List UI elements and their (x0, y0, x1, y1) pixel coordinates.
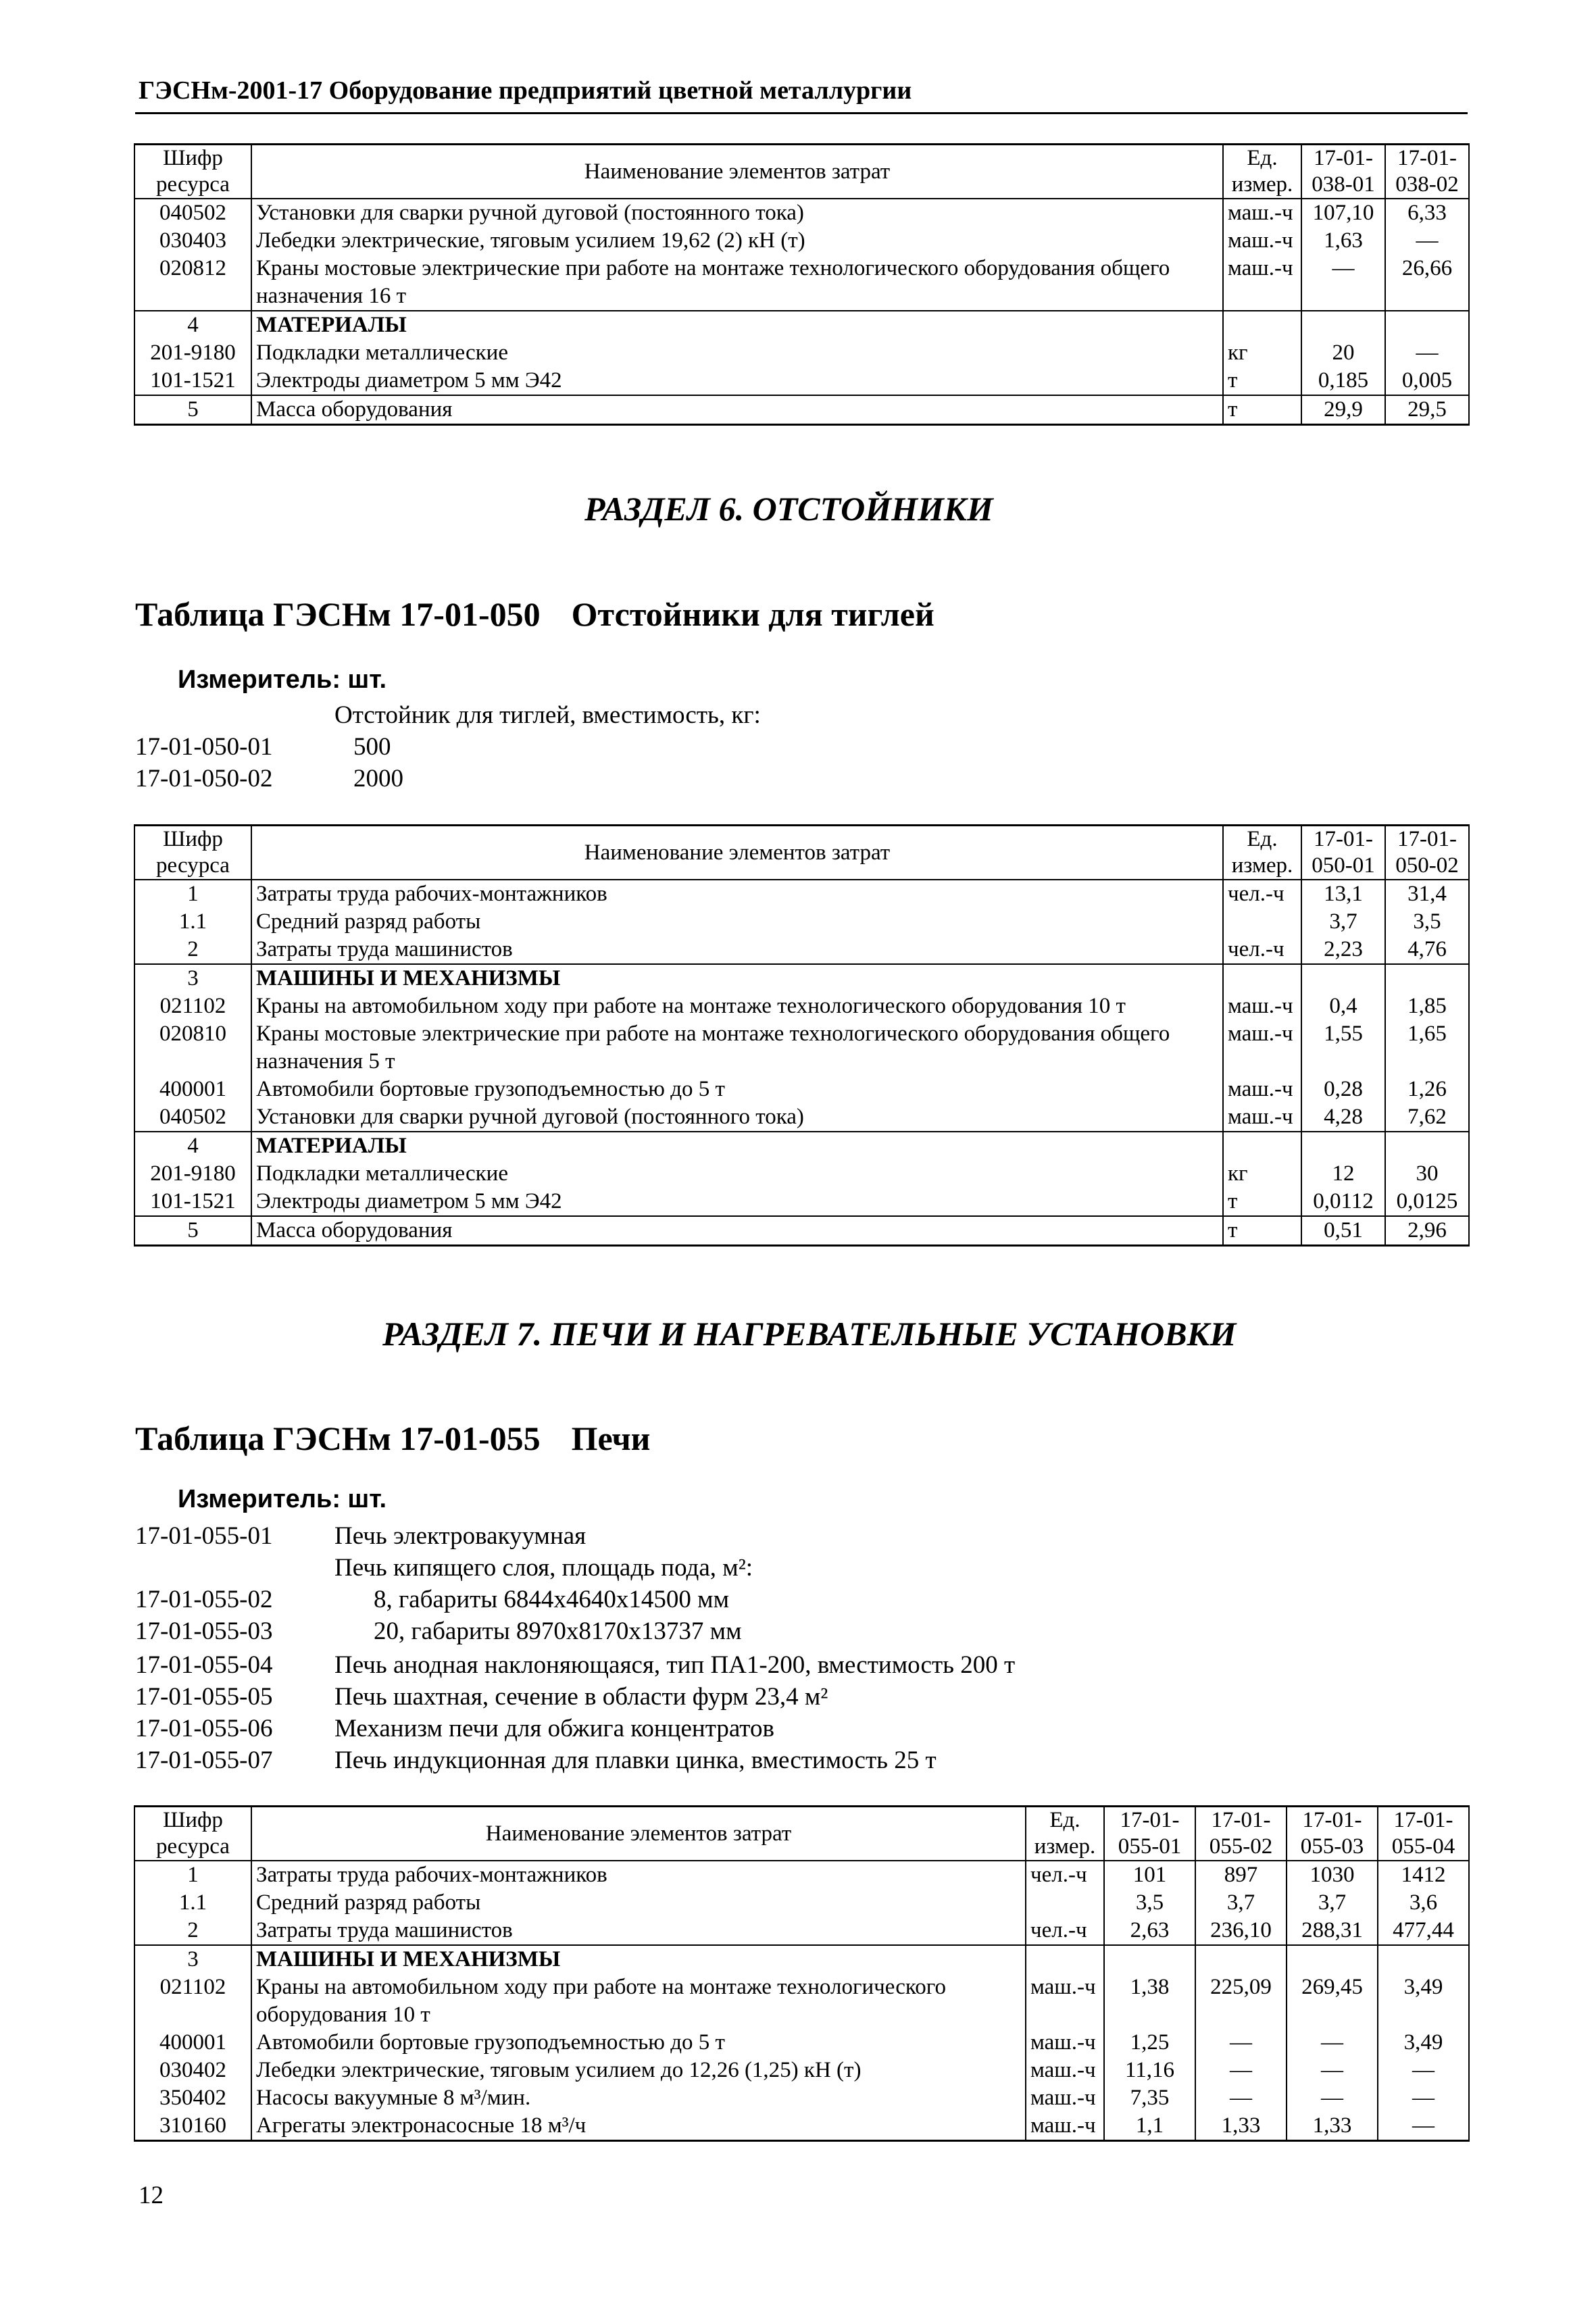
cost-element-name: МАШИНЫ И МЕХАНИЗМЫ (251, 964, 1223, 992)
cost-element-name: Краны на автомобильном ходу при работе на монтаже технологического оборудования 10 т (251, 992, 1223, 1020)
header-norm-code-line1: 17-01- (1211, 1808, 1271, 1832)
cost-table-055 (134, 1805, 1470, 2142)
norm-value: 0,4 (1301, 992, 1385, 1020)
norm-value: 3,7 (1301, 908, 1385, 936)
resource-code: 310160 (134, 2112, 251, 2141)
header-name: Наименование элементов затрат (251, 1807, 1026, 1861)
table-row (134, 2029, 1469, 2057)
norm-value: 30 (1385, 1160, 1469, 1188)
norm-value: — (1287, 2084, 1378, 2112)
cost-element-name: Средний разряд работы (251, 1889, 1026, 1917)
resource-code: 1 (134, 1861, 251, 1889)
measure-unit: Измеритель: шт. (178, 1485, 387, 1513)
norm-value: 0,005 (1385, 367, 1469, 395)
norm-value: 4,76 (1385, 936, 1469, 964)
table-header-row (134, 826, 1469, 880)
header-norm-code-line2: 038-02 (1395, 172, 1459, 197)
table-row (134, 936, 1469, 964)
header-unit-line2: измер. (1231, 172, 1293, 197)
norm-value: 3,7 (1287, 1889, 1378, 1917)
header-name: Наименование элементов затрат (251, 826, 1223, 880)
cost-element-name: Затраты труда рабочих-монтажников (251, 1861, 1026, 1889)
table-row (134, 1889, 1469, 1917)
item-text: 500 (353, 733, 391, 761)
resource-code: 3 (134, 964, 251, 992)
cost-element-name: МАТЕРИАЛЫ (251, 311, 1223, 339)
norm-value: 2,23 (1301, 936, 1385, 964)
item-text: 8, габариты 6844x4640x14500 мм (374, 1586, 730, 1613)
norm-value: 1,55 (1301, 1020, 1385, 1076)
norm-value: 11,16 (1104, 2057, 1195, 2084)
header-code-line1: Шифр (163, 1808, 223, 1832)
unit (1026, 1889, 1104, 1917)
unit: маш.-ч (1223, 1020, 1301, 1076)
header-unit-line1: Ед. (1049, 1808, 1080, 1832)
cost-element-name: Установки для сварки ручной дуговой (постоянного тока) (251, 1103, 1223, 1132)
header-norm-code-line2: 055-04 (1391, 1834, 1455, 1859)
item-text: Печь электровакуумная (334, 1522, 587, 1550)
table-title-050 (135, 595, 934, 634)
cost-element-name: Лебедки электрические, тяговым усилием до 12,26 (1,25) кН (т) (251, 2057, 1026, 2084)
item-code: 17-01-055-04 (135, 1651, 273, 1679)
norm-value: 1,26 (1385, 1076, 1469, 1103)
item-code: 17-01-050-01 (135, 733, 273, 761)
header-code-line2: ресурса (156, 1834, 230, 1859)
norm-value: 3,5 (1104, 1889, 1195, 1917)
norm-value: 1,38 (1104, 1973, 1195, 2029)
resource-code: 020812 (134, 255, 251, 311)
resource-code: 400001 (134, 2029, 251, 2057)
item-text: Печь шахтная, сечение в области фурм 23,4 м² (334, 1683, 828, 1711)
norm-value: 4,28 (1301, 1103, 1385, 1132)
norm-value: 12 (1301, 1160, 1385, 1188)
header-norm-code-line2: 055-03 (1300, 1834, 1364, 1859)
norm-value: 107,10 (1301, 199, 1385, 227)
cost-table-038 (134, 143, 1470, 426)
header-norm-code-line1: 17-01- (1302, 1808, 1362, 1832)
norm-value (1301, 1132, 1385, 1160)
cost-table-050 (134, 824, 1470, 1247)
cost-element-name: Подкладки металлические (251, 339, 1223, 367)
items-intro: Отстойник для тиглей, вместимость, кг: (334, 701, 761, 729)
table-title-name: Печи (571, 1419, 651, 1457)
cost-element-name: Краны на автомобильном ходу при работе на монтаже технологического оборудования 10 т (251, 1973, 1026, 2029)
norm-value: 7,62 (1385, 1103, 1469, 1132)
norm-value: 29,5 (1385, 395, 1469, 425)
table-title-name: Отстойники для тиглей (571, 595, 934, 633)
unit (1223, 311, 1301, 339)
norm-value: — (1195, 2029, 1287, 2057)
table-row (134, 1188, 1469, 1216)
table-title-code: Таблица ГЭСНм 17-01-050 (135, 595, 541, 633)
table-row (134, 1917, 1469, 1945)
norm-value: 288,31 (1287, 1917, 1378, 1945)
norm-value: 3,49 (1378, 1973, 1469, 2029)
header-norm-code (1301, 826, 1385, 880)
norm-value: 13,1 (1301, 880, 1385, 908)
norm-value: 1,1 (1104, 2112, 1195, 2141)
table-row (134, 1945, 1469, 1973)
norm-value: 1,33 (1287, 2112, 1378, 2141)
norm-value: — (1385, 227, 1469, 255)
header-code-line2: ресурса (156, 853, 230, 878)
unit: чел.-ч (1026, 1861, 1104, 1889)
table-row (134, 1861, 1469, 1889)
norm-value: 225,09 (1195, 1973, 1287, 2029)
norm-value (1385, 964, 1469, 992)
section-7-heading: РАЗДЕЛ 7. ПЕЧИ И НАГРЕВАТЕЛЬНЫЕ УСТАНОВКИ (382, 1315, 1237, 1353)
unit (1026, 1945, 1104, 1973)
header-unit-line1: Ед. (1247, 146, 1278, 170)
table-row (134, 1020, 1469, 1076)
unit: маш.-ч (1026, 1973, 1104, 2029)
unit: маш.-ч (1223, 1076, 1301, 1103)
running-header: ГЭСНм-2001-17 Оборудование предприятий цветной металлургии (139, 76, 912, 105)
norm-value: 3,5 (1385, 908, 1469, 936)
header-norm-code-line2: 038-01 (1312, 172, 1375, 197)
norm-value: 1,33 (1195, 2112, 1287, 2141)
cost-element-name: Масса оборудования (251, 395, 1223, 425)
unit (1223, 1132, 1301, 1160)
cost-element-name: МАШИНЫ И МЕХАНИЗМЫ (251, 1945, 1026, 1973)
table-row (134, 2057, 1469, 2084)
table-row (134, 367, 1469, 395)
resource-code: 201-9180 (134, 1160, 251, 1188)
norm-value: 3,7 (1195, 1889, 1287, 1917)
resource-code: 1.1 (134, 1889, 251, 1917)
unit (1223, 908, 1301, 936)
norm-value: 101 (1104, 1861, 1195, 1889)
unit: маш.-ч (1026, 2029, 1104, 2057)
table-row (134, 2112, 1469, 2141)
norm-value: 1,25 (1104, 2029, 1195, 2057)
resource-code: 350402 (134, 2084, 251, 2112)
item-code: 17-01-055-06 (135, 1715, 273, 1742)
table-row (134, 1160, 1469, 1188)
cost-element-name: Агрегаты электронасосные 18 м³/ч (251, 2112, 1026, 2141)
resource-code: 5 (134, 395, 251, 425)
header-code (134, 826, 251, 880)
resource-code: 1.1 (134, 908, 251, 936)
item-text: Печь кипящего слоя, площадь пода, м²: (334, 1554, 753, 1582)
header-norm-code (1104, 1807, 1195, 1861)
resource-code: 021102 (134, 1973, 251, 2029)
cost-element-name: Масса оборудования (251, 1216, 1223, 1246)
norm-value: — (1378, 2084, 1469, 2112)
resource-code: 101-1521 (134, 1188, 251, 1216)
norm-value: 7,35 (1104, 2084, 1195, 2112)
unit: маш.-ч (1223, 255, 1301, 311)
unit: маш.-ч (1223, 1103, 1301, 1132)
item-code: 17-01-055-03 (135, 1617, 273, 1645)
header-unit (1223, 145, 1301, 199)
norm-value: — (1378, 2057, 1469, 2084)
norm-value: — (1287, 2057, 1378, 2084)
norm-value (1287, 1945, 1378, 1973)
unit: чел.-ч (1223, 936, 1301, 964)
norm-value: 477,44 (1378, 1917, 1469, 1945)
section-6-heading: РАЗДЕЛ 6. ОТСТОЙНИКИ (584, 490, 993, 528)
cost-element-name: Краны мостовые электрические при работе на монтаже технологического оборудования общего назначения 5 т (251, 1020, 1223, 1076)
norm-value: 0,51 (1301, 1216, 1385, 1246)
resource-code: 2 (134, 1917, 251, 1945)
norm-value: — (1195, 2084, 1287, 2112)
resource-code: 2 (134, 936, 251, 964)
unit: т (1223, 367, 1301, 395)
resource-code: 021102 (134, 992, 251, 1020)
table-row (134, 311, 1469, 339)
cost-element-name: Затраты труда рабочих-монтажников (251, 880, 1223, 908)
unit: маш.-ч (1026, 2057, 1104, 2084)
cost-element-name: Установки для сварки ручной дуговой (постоянного тока) (251, 199, 1223, 227)
table-row (134, 1132, 1469, 1160)
norm-value: 2,96 (1385, 1216, 1469, 1246)
item-text: Механизм печи для обжига концентратов (334, 1715, 774, 1742)
norm-value: 0,0112 (1301, 1188, 1385, 1216)
norm-value: 236,10 (1195, 1917, 1287, 1945)
norm-value (1195, 1945, 1287, 1973)
header-unit-line1: Ед. (1247, 827, 1278, 851)
cost-element-name: Насосы вакуумные 8 м³/мин. (251, 2084, 1026, 2112)
resource-code: 4 (134, 1132, 251, 1160)
table-row (134, 255, 1469, 311)
item-code: 17-01-050-02 (135, 765, 273, 793)
cost-element-name: Автомобили бортовые грузоподъемностью до 5 т (251, 2029, 1026, 2057)
header-norm-code-line1: 17-01- (1397, 146, 1457, 170)
header-code-line2: ресурса (156, 172, 230, 197)
norm-value: 20 (1301, 339, 1385, 367)
norm-value (1104, 1945, 1195, 1973)
norm-value: 0,0125 (1385, 1188, 1469, 1216)
resource-code: 040502 (134, 199, 251, 227)
norm-value: — (1287, 2029, 1378, 2057)
table-row (134, 227, 1469, 255)
unit (1223, 964, 1301, 992)
table-header-row (134, 145, 1469, 199)
header-norm-code-line1: 17-01- (1393, 1808, 1453, 1832)
cost-element-name: МАТЕРИАЛЫ (251, 1132, 1223, 1160)
header-code-line1: Шифр (163, 827, 223, 851)
item-text: 2000 (353, 765, 403, 793)
header-code (134, 145, 251, 199)
norm-value: — (1195, 2057, 1287, 2084)
header-norm-code (1385, 826, 1469, 880)
header-name: Наименование элементов затрат (251, 145, 1223, 199)
unit: т (1223, 1188, 1301, 1216)
resource-code: 040502 (134, 1103, 251, 1132)
item-code: 17-01-055-05 (135, 1683, 273, 1711)
norm-value (1385, 311, 1469, 339)
header-norm-code-line1: 17-01- (1397, 827, 1457, 851)
unit: маш.-ч (1223, 227, 1301, 255)
norm-value: 1030 (1287, 1861, 1378, 1889)
norm-value: 1412 (1378, 1861, 1469, 1889)
table-row (134, 1103, 1469, 1132)
resource-code: 101-1521 (134, 367, 251, 395)
header-unit (1026, 1807, 1104, 1861)
norm-value: 1,63 (1301, 227, 1385, 255)
norm-value (1385, 1132, 1469, 1160)
resource-code: 1 (134, 880, 251, 908)
table-row (134, 2084, 1469, 2112)
header-rule (135, 112, 1468, 114)
norm-value: 1,85 (1385, 992, 1469, 1020)
resource-code: 5 (134, 1216, 251, 1246)
header-unit (1223, 826, 1301, 880)
table-row (134, 1076, 1469, 1103)
norm-value: 6,33 (1385, 199, 1469, 227)
unit: т (1223, 395, 1301, 425)
header-unit-line2: измер. (1231, 853, 1293, 878)
header-norm-code-line2: 055-01 (1118, 1834, 1182, 1859)
item-code: 17-01-055-07 (135, 1746, 273, 1774)
resource-code: 030402 (134, 2057, 251, 2084)
cost-element-name: Автомобили бортовые грузоподъемностью до 5 т (251, 1076, 1223, 1103)
norm-value (1301, 964, 1385, 992)
table-row (134, 199, 1469, 227)
unit: кг (1223, 339, 1301, 367)
norm-value: 3,49 (1378, 2029, 1469, 2057)
norm-value (1301, 311, 1385, 339)
norm-value: 26,66 (1385, 255, 1469, 311)
unit: кг (1223, 1160, 1301, 1188)
unit: маш.-ч (1026, 2112, 1104, 2141)
cost-element-name: Краны мостовые электрические при работе на монтаже технологического оборудования общего назначения 16 т (251, 255, 1223, 311)
resource-code: 201-9180 (134, 339, 251, 367)
cost-element-name: Лебедки электрические, тяговым усилием 19,62 (2) кН (т) (251, 227, 1223, 255)
header-norm-code-line2: 050-01 (1312, 853, 1375, 878)
norm-value: 0,185 (1301, 367, 1385, 395)
cost-element-name: Электроды диаметром 5 мм Э42 (251, 1188, 1223, 1216)
table-header-row (134, 1807, 1469, 1861)
unit: маш.-ч (1223, 199, 1301, 227)
norm-value: 2,63 (1104, 1917, 1195, 1945)
header-code (134, 1807, 251, 1861)
table-row (134, 1973, 1469, 2029)
norm-value: 0,28 (1301, 1076, 1385, 1103)
cost-element-name: Подкладки металлические (251, 1160, 1223, 1188)
resource-code: 3 (134, 1945, 251, 1973)
header-norm-code-line1: 17-01- (1314, 827, 1373, 851)
item-text: 20, габариты 8970x8170x13737 мм (374, 1617, 742, 1645)
norm-value: 31,4 (1385, 880, 1469, 908)
resource-code: 020810 (134, 1020, 251, 1076)
cost-element-name: Затраты труда машинистов (251, 936, 1223, 964)
header-norm-code (1378, 1807, 1469, 1861)
header-norm-code (1385, 145, 1469, 199)
cost-element-name: Электроды диаметром 5 мм Э42 (251, 367, 1223, 395)
norm-value: 3,6 (1378, 1889, 1469, 1917)
unit: т (1223, 1216, 1301, 1246)
norm-value: — (1385, 339, 1469, 367)
measure-unit: Измеритель: шт. (178, 665, 387, 694)
unit: маш.-ч (1223, 992, 1301, 1020)
resource-code: 4 (134, 311, 251, 339)
table-row (134, 992, 1469, 1020)
table-row (134, 1216, 1469, 1246)
norm-value: — (1301, 255, 1385, 311)
item-text: Печь индукционная для плавки цинка, вместимость 25 т (334, 1746, 937, 1774)
table-title-055 (135, 1419, 650, 1458)
norm-value: 897 (1195, 1861, 1287, 1889)
header-norm-code (1195, 1807, 1287, 1861)
header-norm-code (1301, 145, 1385, 199)
header-norm-code (1287, 1807, 1378, 1861)
header-unit-line2: измер. (1034, 1834, 1096, 1859)
unit: чел.-ч (1026, 1917, 1104, 1945)
header-norm-code-line1: 17-01- (1120, 1808, 1180, 1832)
table-row (134, 395, 1469, 425)
norm-value: — (1378, 2112, 1469, 2141)
item-text: Печь анодная наклоняющаяся, тип ПА1-200, вместимость 200 т (334, 1651, 1016, 1679)
resource-code: 400001 (134, 1076, 251, 1103)
unit: чел.-ч (1223, 880, 1301, 908)
page-number: 12 (139, 2182, 164, 2209)
item-code: 17-01-055-01 (135, 1522, 273, 1550)
table-title-code: Таблица ГЭСНм 17-01-055 (135, 1419, 541, 1457)
norm-value: 269,45 (1287, 1973, 1378, 2029)
header-norm-code-line2: 050-02 (1395, 853, 1459, 878)
unit: маш.-ч (1026, 2084, 1104, 2112)
table-row (134, 964, 1469, 992)
norm-value: 29,9 (1301, 395, 1385, 425)
header-code-line1: Шифр (163, 146, 223, 170)
table-row (134, 908, 1469, 936)
cost-element-name: Средний разряд работы (251, 908, 1223, 936)
cost-element-name: Затраты труда машинистов (251, 1917, 1026, 1945)
resource-code: 030403 (134, 227, 251, 255)
table-row (134, 339, 1469, 367)
header-norm-code-line2: 055-02 (1209, 1834, 1273, 1859)
norm-value (1378, 1945, 1469, 1973)
table-row (134, 880, 1469, 908)
norm-value: 1,65 (1385, 1020, 1469, 1076)
item-code: 17-01-055-02 (135, 1586, 273, 1613)
header-norm-code-line1: 17-01- (1314, 146, 1373, 170)
